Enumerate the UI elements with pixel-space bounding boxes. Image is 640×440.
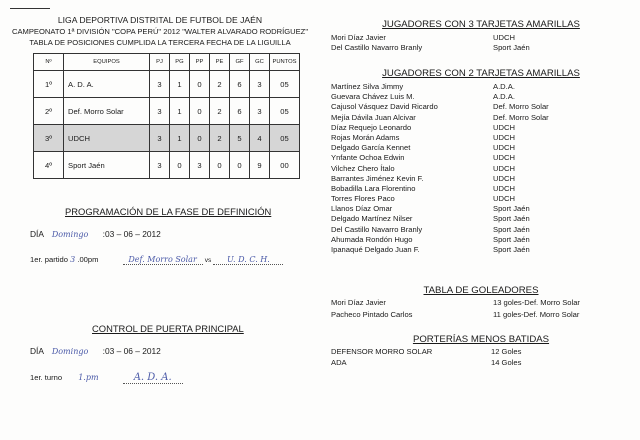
list-item	[331, 133, 631, 143]
dia2-date: :03 – 06 – 2012	[102, 346, 161, 356]
team-name: DEFENSOR MORRO SOLAR	[331, 347, 433, 356]
cell: 05	[270, 71, 300, 98]
turno-team-field	[123, 372, 183, 384]
partido-label: 1er. partido	[30, 255, 68, 264]
player-name: Rojas Morán Adams	[331, 132, 400, 142]
dia1-date: :03 – 06 – 2012	[102, 229, 161, 239]
player-name: Bobadilla Lara Florentino	[331, 183, 416, 193]
scorer-goals: 13 goles-Def. Morro Solar	[493, 298, 580, 307]
player-name: Delgado Martínez Nilser	[331, 214, 413, 224]
player-club: Def. Morro Solar	[493, 112, 549, 122]
cell: 0	[190, 125, 210, 152]
programacion-title	[65, 206, 271, 217]
list-item	[331, 358, 631, 369]
list-item	[331, 298, 631, 310]
player-club: UDCH	[493, 194, 515, 204]
control-title	[92, 323, 244, 334]
cell: 0	[170, 152, 190, 179]
table-row	[34, 125, 300, 152]
col-header: PG	[170, 54, 190, 71]
list-item	[331, 33, 631, 43]
scorers-title-text: TABLA DE GOLEADORES	[423, 285, 539, 296]
dia1-handwritten: Domingo	[51, 230, 89, 239]
three-yellow-title-text: JUGADORES CON 3 TARJETAS AMARILLAS	[382, 19, 580, 30]
player-name: Guevara Chávez Luis M.	[331, 92, 415, 102]
col-header: PUNTOS	[270, 54, 300, 71]
scorer-goals: 11 goles-Def. Morro Solar	[493, 309, 580, 319]
list-item	[331, 184, 631, 194]
player-name: Ipanaqué Delgado Juan F.	[331, 245, 420, 254]
player-club: UDCH	[493, 153, 515, 163]
player-name: Torres Flores Paco	[331, 194, 395, 204]
list-item	[331, 82, 631, 92]
cell: 6	[230, 98, 250, 125]
cell: 00	[270, 152, 300, 179]
player-name: Delgado García Kennet	[331, 143, 411, 153]
cell: 3	[190, 152, 210, 179]
list-item	[331, 153, 631, 163]
goalkeepers-list	[331, 347, 631, 369]
cell: 0	[190, 71, 210, 98]
cell: UDCH	[64, 125, 150, 152]
two-yellow-title-text: JUGADORES CON 2 TARJETAS AMARILLAS	[382, 68, 580, 79]
cell: 1	[170, 71, 190, 98]
league-title: LIGA DEPORTIVA DISTRITAL DE FUTBOL DE JAÉN	[57, 15, 263, 25]
player-name: Mejía Dávila Juan Alcivar	[331, 112, 416, 122]
player-name: Martínez Silva Jimmy	[331, 82, 404, 91]
list-item	[331, 113, 631, 123]
cell: 1	[170, 125, 190, 152]
list-item	[331, 347, 631, 358]
player-club: Sport Jaén	[493, 204, 530, 214]
list-item	[331, 194, 631, 204]
list-item	[331, 245, 631, 255]
player-club: Sport Jaén	[493, 43, 530, 53]
team-name: ADA	[331, 358, 347, 367]
standings-table	[33, 53, 300, 179]
dash-mark	[10, 8, 50, 9]
player-club: Def. Morro Solar	[493, 102, 549, 112]
cell: 1	[170, 98, 190, 125]
cell: 5	[230, 125, 250, 152]
col-header: PE	[210, 54, 230, 71]
turno-time-handwritten: 1.pm	[78, 373, 99, 382]
cell: 3	[150, 125, 170, 152]
programacion-title-text: PROGRAMACIÓN DE LA FASE DE DEFINICIÓN	[65, 206, 272, 217]
scorer-name: Mori Díaz Javier	[331, 298, 386, 307]
cell: 05	[270, 98, 300, 125]
cell: 6	[230, 71, 250, 98]
player-club: UDCH	[493, 143, 515, 153]
list-item	[331, 174, 631, 184]
turno-label: 1er. turno	[30, 373, 63, 382]
list-item	[331, 164, 631, 174]
scorer-name: Pacheco Pintado Carlos	[331, 309, 413, 319]
col-header: GF	[230, 54, 250, 71]
goalkeepers-title	[328, 334, 634, 345]
cell: 3	[250, 71, 270, 98]
player-name: Llanos Díaz Omar	[331, 204, 393, 214]
cell: 2º	[34, 98, 64, 125]
player-club: A.D.A.	[493, 82, 515, 91]
col-header: PP	[190, 54, 210, 71]
cell: Sport Jaén	[64, 152, 150, 179]
player-club: Sport Jaén	[493, 214, 530, 224]
vs-label: vs	[204, 257, 212, 264]
cell: 0	[190, 98, 210, 125]
col-header: GC	[250, 54, 270, 71]
col-header: Nº	[34, 54, 64, 71]
list-item	[331, 102, 631, 112]
player-name: Ynfante Ochoa Edwin	[331, 153, 405, 163]
player-name: Del Castillo Navarro Branly	[331, 224, 423, 234]
cell: A. D. A.	[64, 71, 150, 98]
table-row	[34, 152, 300, 179]
turno-row	[30, 372, 183, 384]
player-club: UDCH	[493, 122, 515, 132]
table-caption: TABLA DE POSICIONES CUMPLIDA LA TERCERA FECHA DE LA LIGUILLA	[29, 38, 291, 47]
team2-field	[213, 255, 283, 265]
player-name: Barrantes Jiménez Kevin F.	[331, 173, 424, 183]
dia-label: DÍA	[30, 229, 44, 239]
player-name: Cajusol Vásquez David Ricardo	[331, 102, 438, 112]
cell: 3	[150, 152, 170, 179]
dia-label: DÍA	[30, 346, 44, 356]
list-item	[331, 235, 631, 245]
player-name: Ahumada Rondón Hugo	[331, 234, 413, 244]
goals-against: 14 Goles	[491, 358, 522, 367]
cell: 1º	[34, 71, 64, 98]
partido-time-handwritten: 3	[70, 255, 76, 264]
scorers-list	[331, 298, 631, 321]
partido-row	[30, 255, 283, 265]
col-header: PJ	[150, 54, 170, 71]
player-name: Mori Díaz Javier	[331, 33, 386, 42]
championship-title: CAMPEONATO 1ª DIVISIÓN "COPA PERÚ" 2012 "WALTER ALVARADO RODRÍGUEZ"	[11, 27, 309, 36]
control-title-text: CONTROL DE PUERTA PRINCIPAL	[92, 323, 244, 334]
cell: 2	[210, 98, 230, 125]
table-row	[34, 71, 300, 98]
player-club: Sport Jaén	[493, 224, 530, 234]
goalkeepers-title-text: PORTERÍAS MENOS BATIDAS	[412, 334, 550, 345]
cell: Def. Morro Solar	[64, 98, 150, 125]
player-club: Sport Jaén	[493, 234, 530, 244]
list-item	[331, 214, 631, 224]
list-item	[331, 123, 631, 133]
cell: 2	[210, 125, 230, 152]
standings-header-row	[34, 54, 300, 71]
partido-time: .00pm	[77, 255, 99, 264]
col-header: EQUIPOS	[64, 54, 150, 71]
cell: 3	[150, 98, 170, 125]
list-item	[331, 43, 631, 53]
table-row	[34, 98, 300, 125]
list-item	[331, 225, 631, 235]
cell: 2	[210, 71, 230, 98]
player-club: A.D.A.	[493, 92, 515, 102]
three-yellow-list	[331, 33, 631, 53]
player-club: UDCH	[493, 132, 515, 142]
player-name: Díaz Requejo Leonardo	[331, 122, 412, 132]
player-club: UDCH	[493, 173, 515, 183]
dia2-handwritten: Domingo	[51, 347, 89, 356]
scorers-title	[328, 285, 634, 296]
two-yellow-title	[328, 68, 634, 79]
player-club: UDCH	[493, 33, 515, 42]
cell: 9	[250, 152, 270, 179]
cell: 0	[210, 152, 230, 179]
cell: 0	[230, 152, 250, 179]
team1-field	[123, 255, 203, 265]
list-item	[331, 143, 631, 153]
list-item	[331, 310, 631, 322]
turno-team-handwritten: A. D. A.	[133, 372, 172, 383]
three-yellow-title	[328, 19, 634, 30]
two-yellow-list	[331, 82, 631, 255]
team2-handwritten: U. D. C. H.	[227, 255, 270, 264]
team1-handwritten: Def. Morro Solar	[128, 255, 197, 264]
cell: 3º	[34, 125, 64, 152]
player-club: Sport Jaén	[493, 245, 530, 254]
cell: 3	[150, 71, 170, 98]
cell: 4º	[34, 152, 64, 179]
player-club: UDCH	[493, 183, 515, 193]
goals-against: 12 Goles	[491, 347, 522, 356]
cell: 4	[250, 125, 270, 152]
player-name: Del Castillo Navarro Branly	[331, 43, 423, 53]
dia-row-1	[30, 229, 161, 239]
cell: 3	[250, 98, 270, 125]
player-club: UDCH	[493, 163, 515, 173]
list-item	[331, 204, 631, 214]
list-item	[331, 92, 631, 102]
player-name: Vilchez Chero Ítalo	[331, 163, 395, 173]
dia-row-2	[30, 346, 161, 356]
cell: 05	[270, 125, 300, 152]
